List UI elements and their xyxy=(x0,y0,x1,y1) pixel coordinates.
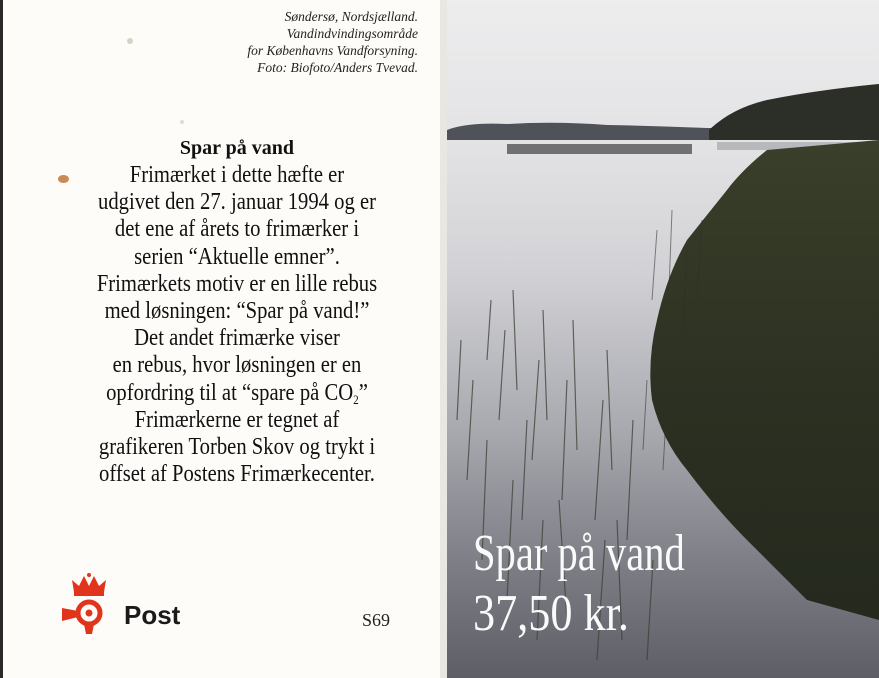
co2-prefix: opfordring til at “spare på CO xyxy=(106,379,354,406)
credit-line: for Københavns Vandforsyning. xyxy=(247,43,418,58)
credit-line: Vandindvindingsområde xyxy=(286,26,418,41)
info-line: det ene af årets to frimærker i xyxy=(114,216,360,243)
post-horn-crown-icon xyxy=(58,572,120,638)
credit-line: Foto: Biofoto/Anders Tvevad. xyxy=(257,60,418,75)
info-line: serien “Aktuelle emner”. xyxy=(134,243,340,270)
co2-subscript: 2 xyxy=(353,391,359,407)
cover-title: Spar på vand xyxy=(473,525,685,582)
info-line: Frimærkets motiv er en lille rebus xyxy=(96,270,378,297)
info-line: udgivet den 27. januar 1994 og er xyxy=(98,189,376,216)
info-line: Frimærkerne er tegnet af xyxy=(134,406,340,433)
reed-island xyxy=(507,144,692,154)
info-line: grafikeren Torben Skov og trykt i xyxy=(98,434,376,461)
info-line: en rebus, hvor løsningen er en xyxy=(112,352,362,379)
cover-price: 37,50 kr. xyxy=(473,585,629,642)
booklet-code: S69 xyxy=(362,610,391,630)
paper-spot xyxy=(58,175,69,183)
info-heading: Spar på vand xyxy=(179,137,295,159)
info-line: Det andet frimærke viser xyxy=(134,325,340,352)
photo-credit xyxy=(98,8,418,76)
info-body xyxy=(33,162,441,488)
paper-spot xyxy=(127,38,133,44)
info-line-co2 xyxy=(33,380,441,407)
info-line: med løsningen: “Spar på vand!” xyxy=(104,298,370,325)
paper-spot xyxy=(180,120,184,124)
left-border xyxy=(0,0,3,678)
info-line: offset af Postens Frimærkecenter. xyxy=(99,461,375,488)
credit-line: Søndersø, Nordsjælland. xyxy=(284,9,418,24)
panel-divider xyxy=(440,0,447,678)
co2-suffix: ” xyxy=(358,379,368,406)
post-wordmark: Post xyxy=(124,600,181,630)
info-line: Frimærket i dette hæfte er xyxy=(129,162,345,188)
